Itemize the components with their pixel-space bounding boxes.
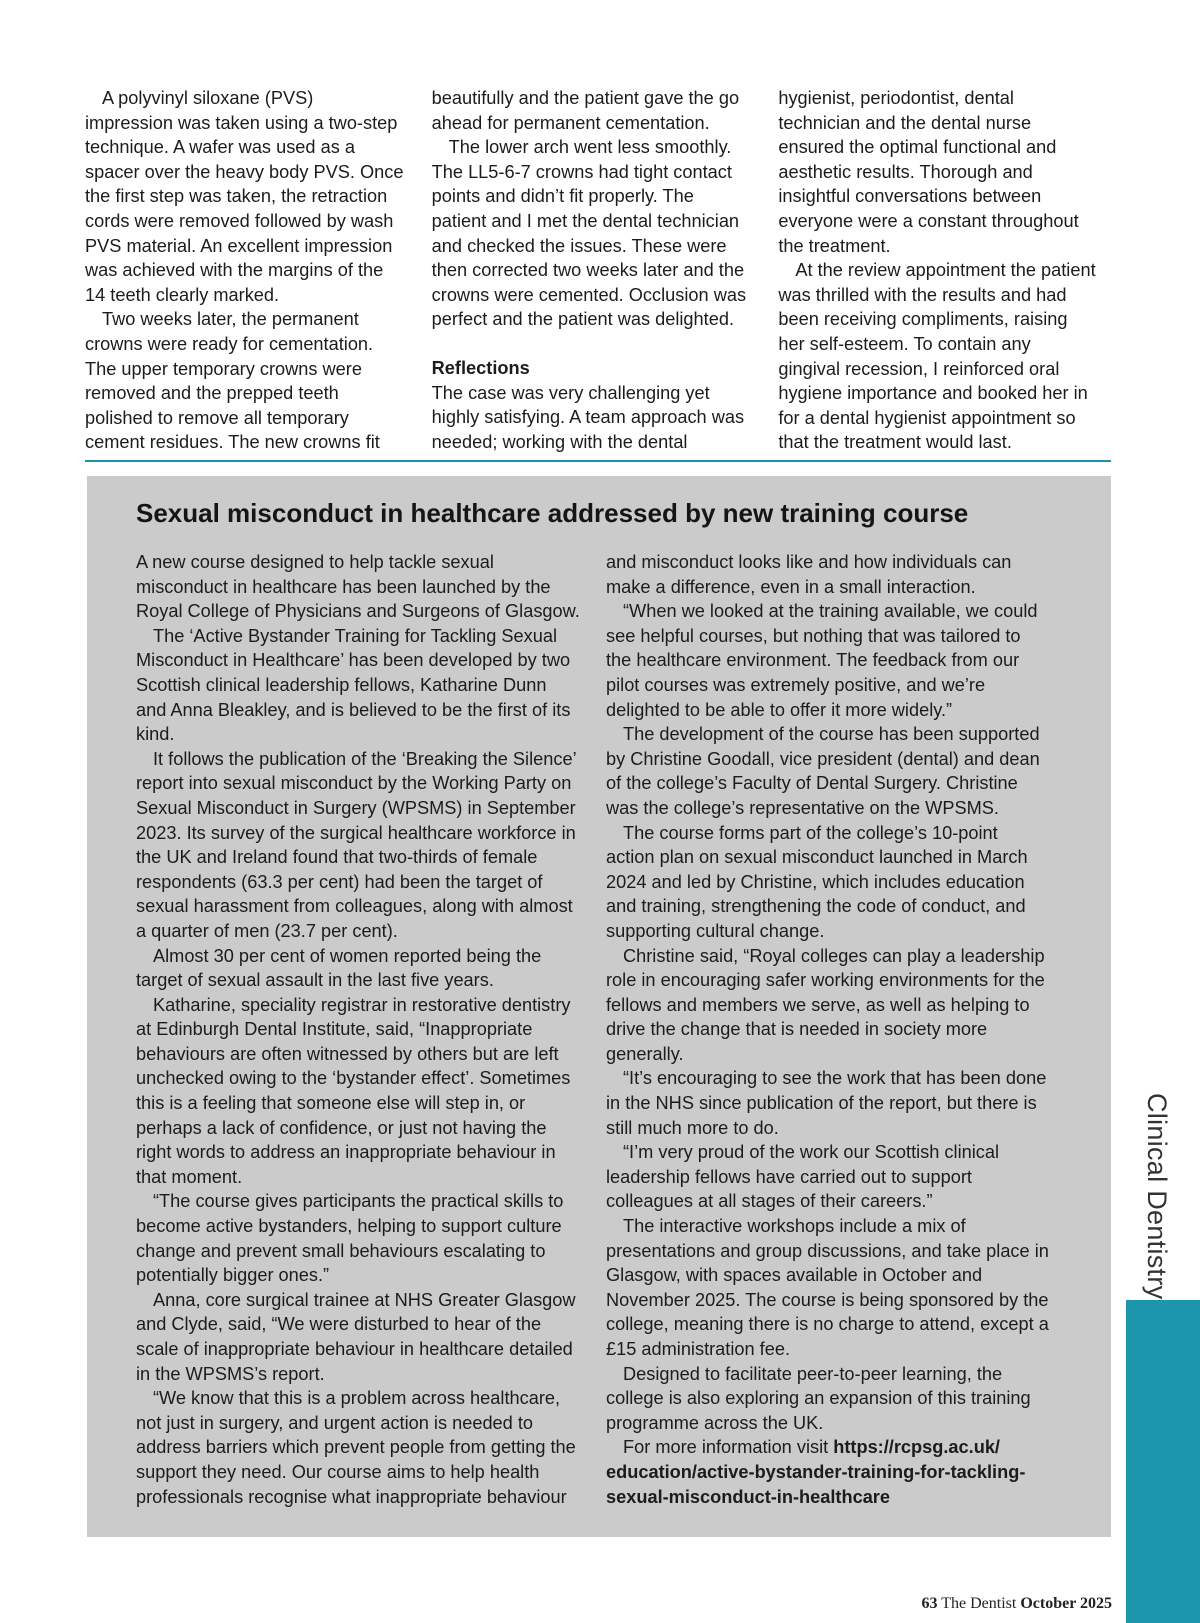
case-column-3 xyxy=(778,86,1097,455)
more-info-prefix: For more information visit xyxy=(623,1437,834,1458)
paragraph: “The course gives participants the practical skills to become active bystanders, helping to support culture change and prevent small behaviours escalating to potentially bigger ones.” xyxy=(136,1191,564,1286)
paragraph: Katharine, speciality registrar in restorative dentistry at Edinburgh Dental Institute, said, “Inappropriate behaviours are often witnessed by others but are left unchecked owing to the ‘bystander effect’. Sometimes this is a feeling that someone else will step in, or perhaps a lack of confidence, or just not having the right words to address an inappropriate behaviour in that moment. xyxy=(136,994,571,1187)
news-column-left xyxy=(136,550,580,1509)
paragraph: The ‘Active Bystander Training for Tackling Sexual Misconduct in Healthcare’ has been developed by two Scottish clinical leadership fellows, Katharine Dunn and Anna Bleakley, and is believed to be the first of its kind. xyxy=(136,625,571,745)
section-divider xyxy=(85,460,1111,462)
paragraph: hygienist, periodontist, dental technician and the dental nurse ensured the optimal functional and aesthetic results. Thorough and insightful conversations between everyone were a constant throughout the treatment. xyxy=(778,88,1079,256)
news-headline: Sexual misconduct in healthcare addressed by new training course xyxy=(136,498,969,528)
paragraph: The lower arch went less smoothly. The LL5-6-7 crowns had tight contact points and didn’t fit properly. The patient and I met the dental technician and checked the issues. These were then corrected two weeks later and the crowns were cemented. Occlusion was perfect and the patient was delighted. xyxy=(431,137,747,330)
page-footer xyxy=(922,1594,1113,1614)
paragraph: beautifully and the patient gave the go ahead for permanent cementation. xyxy=(431,88,740,133)
paragraph: “I’m very proud of the work our Scottish clinical leadership fellows have carried out to support colleagues at all stages of their careers.” xyxy=(606,1142,1000,1212)
paragraph: A polyvinyl siloxane (PVS) impression was taken using a two-step technique. A wafer was used as a spacer over the heavy body PVS. Once the first step was taken, the retraction cords were removed followed by wash PVS material. An excellent impression was achieved with the margins of the 14 teeth clearly marked. xyxy=(85,88,404,305)
issue-date: October 2025 xyxy=(1020,1595,1112,1612)
paragraph: Almost 30 per cent of women reported being the target of sexual assault in the last five years. xyxy=(136,945,542,991)
page-number: 63 xyxy=(921,1595,938,1612)
paragraph: The interactive workshops include a mix of presentations and group discussions, and take place in Glasgow, with spaces available in October and November 2025. The course is being sponsored by the college, meaning there is no charge to attend, except a £15 administration fee. xyxy=(606,1216,1049,1359)
paragraph: It follows the publication of the ‘Breaking the Silence’ report into sexual misconduct by the Working Party on Sexual Misconduct in Surgery (WPSMS) in September 2023. Its survey of the surgical healthcare workforce in the UK and Ireland found that two-thirds of female respondents (63.3 per cent) had been the target of sexual harassment from colleagues, along with almost a quarter of men (23.7 per cent). xyxy=(136,748,576,941)
case-column-2 xyxy=(432,86,751,455)
paragraph: A new course designed to help tackle sexual misconduct in healthcare has been launched by the Royal College of Physicians and Surgeons of Glasgow. xyxy=(136,552,580,622)
case-column-1 xyxy=(85,86,404,455)
news-panel xyxy=(87,476,1111,1537)
paragraph: “When we looked at the training available, we could see helpful courses, but nothing that was tailored to the healthcare environment. The feedback from our pilot courses was extremely positive, and we’re delighted to be able to offer it more widely.” xyxy=(606,601,1038,720)
paragraph: The course forms part of the college’s 10-point action plan on sexual misconduct launched in March 2024 and led by Christine, which includes education and training, strengthening the code of conduct, and supporting cultural change. xyxy=(606,822,1028,941)
case-study-continuation xyxy=(85,86,1097,455)
paragraph: At the review appointment the patient was thrilled with the results and had been receiving compliments, raising her self-esteem. To contain any gingival recession, I reinforced oral hygiene importance and booked her in for a dental hygienist appointment so that the treatment would last. xyxy=(778,260,1096,453)
section-label: Clinical Dentistry xyxy=(1142,1093,1172,1300)
paragraph: and misconduct looks like and how individuals can make a difference, even in a small interaction. xyxy=(606,552,1012,597)
paragraph: Anna, core surgical trainee at NHS Greater Glasgow and Clyde, said, “We were disturbed to hear of the scale of inappropriate behaviour in healthcare detailed in the WPSMS’s report. xyxy=(136,1289,576,1384)
news-body xyxy=(136,550,1050,1509)
news-column-right xyxy=(606,550,1050,1509)
paragraph: “We know that this is a problem across healthcare, not just in surgery, and urgent action is needed to address barriers which prevent people from getting the support they need. Our course aims to help health professionals recognise what inappropriate behaviour xyxy=(136,1388,576,1507)
paragraph: “It’s encouraging to see the work that has been done in the NHS since publication of the report, but there is still much more to do. xyxy=(606,1068,1047,1138)
paragraph: Christine said, “Royal colleges can play a leadership role in encouraging safer working environments for the fellows and members we serve, as well as helping to drive the change that is needed in society more generally. xyxy=(606,945,1045,1064)
paragraph: Two weeks later, the permanent crowns were ready for cementation. The upper temporary crowns were removed and the prepped teeth polished to remove all temporary cement residues. The new crowns fit xyxy=(85,309,380,453)
more-info-paragraph xyxy=(606,1435,1050,1509)
paragraph: Designed to facilitate peer-to-peer learning, the college is also exploring an expansion of this training programme across the UK. xyxy=(606,1363,1031,1433)
magazine-name: The Dentist xyxy=(941,1595,1017,1612)
more-info-link[interactable]: https://rcpsg.ac.uk/ education/active-bystander-training-for-tackling-sexual-misconduct-in-healthcare xyxy=(606,1437,1026,1507)
paragraph: The case was very challenging yet highly satisfying. A team approach was needed; working with the dental xyxy=(431,382,745,452)
reflections-heading: Reflections xyxy=(431,357,530,378)
section-tab xyxy=(1126,1300,1200,1623)
paragraph: The development of the course has been supported by Christine Goodall, vice president (dental) and dean of the college’s Faculty of Dental Surgery. Christine was the college’s representative on the WPSMS. xyxy=(606,724,1040,818)
